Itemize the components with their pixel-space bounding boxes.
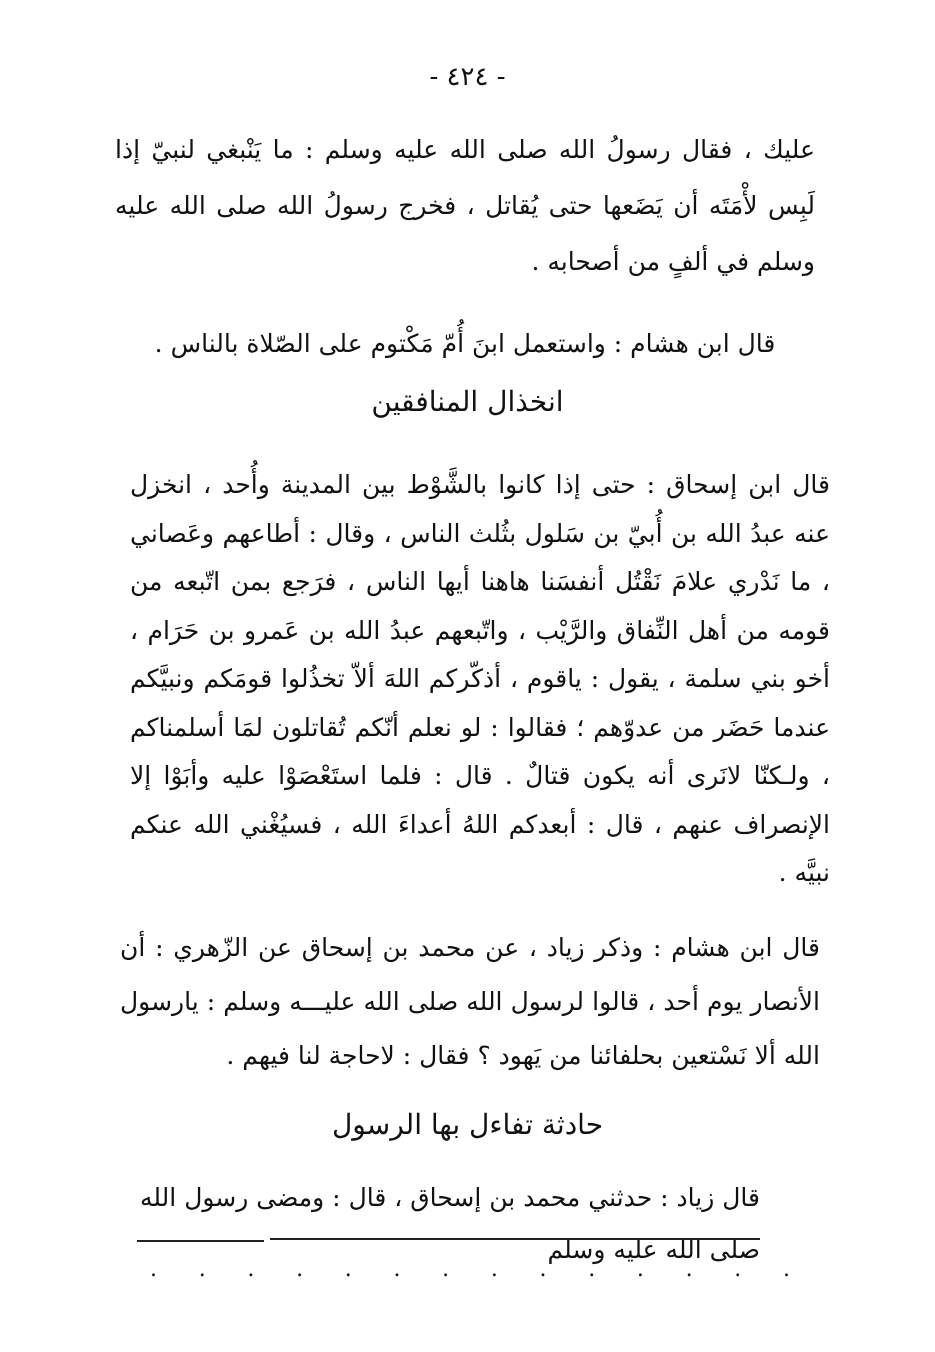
- dot: .: [734, 1257, 742, 1282]
- dot: .: [490, 1257, 498, 1282]
- dot: .: [344, 1257, 352, 1282]
- dot: .: [247, 1257, 255, 1282]
- dot: .: [588, 1257, 596, 1282]
- dot: .: [393, 1257, 401, 1282]
- dot: .: [150, 1257, 157, 1282]
- paragraph-ibn-ishaq-account: قال ابن إسحاق : حتى إذا كانوا بالشَّوْط بين المدينة وأُحد ، انخزل عنه عبدُ الله بن أُبيّ بن سَلول بثُلث الناس ، وقال : أطاعهم وعَصاني ، ما نَدْري علامَ نَقْتُل أنفسَنا هاهنا أيها الناس ، فرَجع بمن اتّبعه من قومه من أهل النِّفاق والرَّيْب ، واتّبعهم عبدُ الله بن عَمرو بن حَرَام ، أخو بني سلمة ، يقول : ياقوم ، أذكّركم اللهَ ألاّ تخذُلوا قومَكم ونبيَّكم عندما حَضَر من عدوّهم ؛ فقالوا : لو نعلم أنّكم تُقاتلون لمَا أسلمناكم ، ولـكنّا لانَرى أنه يكون قتالٌ . قال : فلما استَعْصَوْا عليه وأبَوْا إلا الإنصراف عنهم ، قال : أبعدكم اللهُ أعداءَ الله ، فسيُغْني الله عنكم نبيَّه .: [130, 470, 830, 887]
- dot: .: [442, 1257, 450, 1282]
- section-heading-hypocrites: انخذال المنافقين: [371, 385, 564, 418]
- dot: .: [539, 1257, 547, 1282]
- paragraph-ibn-hisham-note: قال ابن هشام : واستعمل ابنَ أُمّ مَكْتوم على الصّلاة بالناس .: [154, 329, 776, 358]
- paragraph-opening: عليك ، فقال رسولُ الله صلى الله عليه وسلم : ما يَنْبغي لنبيّ إذا لَبِس لأْمَتَه أن يَضَعها حتى يُقاتل ، فخرج رسولُ الله صلى الله عليه وسلم في ألفٍ من أصحابه .: [115, 135, 815, 276]
- dot: .: [198, 1257, 206, 1282]
- footnote-rule-short: [137, 1240, 264, 1242]
- dot: .: [636, 1257, 644, 1282]
- section-heading-omen: حادثة تفاءل بها الرسول: [331, 1108, 604, 1141]
- footnote-dots: [150, 1258, 790, 1282]
- paragraph-ansar-request: قال ابن هشام : وذكر زياد ، عن محمد بن إسحاق عن الزّهري : أن الأنصار يوم أحد ، قالوا لرسول الله صلى الله عليـــه وسلم : يارسول الله ألا نَسْتعين بحلفائنا من يَهود ؟ فقال : لاحاجة لنا فيهم .: [120, 933, 820, 1070]
- dot: .: [782, 1257, 790, 1282]
- dot: .: [685, 1257, 693, 1282]
- paragraph-ziyad-narration: قال زياد : حدثني محمد بن إسحاق ، قال : ومضى رسول الله صلى الله عليه وسلم: [140, 1183, 760, 1264]
- footnote-rule-long: [270, 1238, 760, 1240]
- dot: .: [296, 1257, 304, 1282]
- page-number: - ٤٢٤ -: [429, 62, 506, 92]
